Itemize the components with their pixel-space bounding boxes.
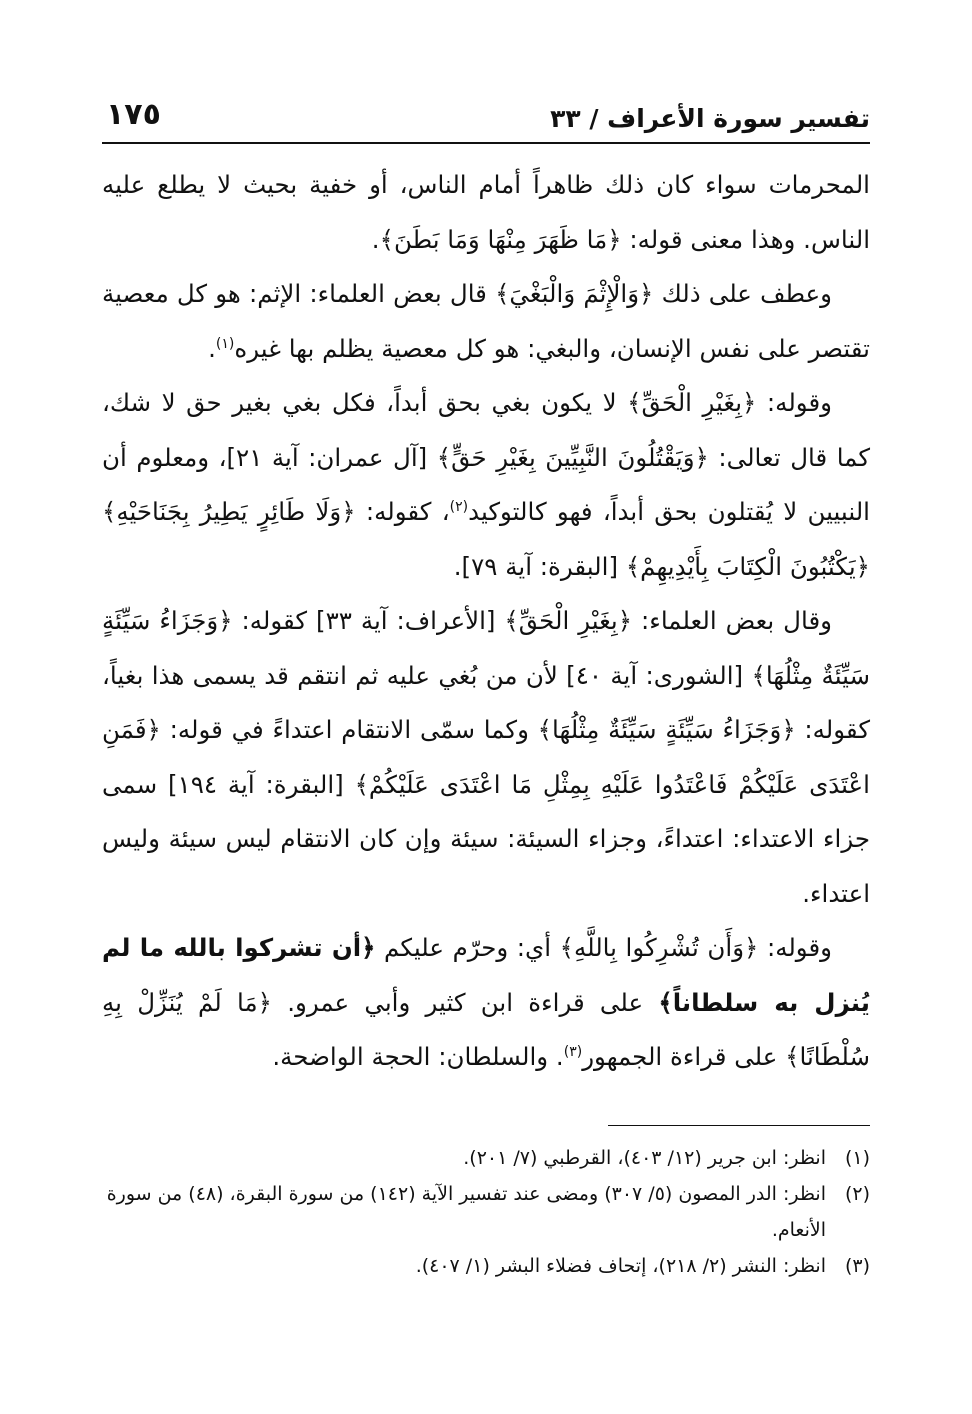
quran-quote: ﴿مَا لَمْ يُنَزِّلْ بِهِ سُلْطَانًا﴾	[102, 987, 870, 1071]
text-run: [البقرة: آية ١٩٤] سمى جزاء الاعتداء: اعتداءً، وجزاء السيئة: سيئة وإن كان الانتقام ليس سيئة وليس اعتداء.	[102, 769, 870, 908]
quran-quote: ﴿مَا ظَهَرَ مِنْهَا وَمَا بَطَنَ﴾	[379, 224, 622, 254]
text-run: [الشورى: آية ٤٠] لأن من بُغي عليه ثم انتقم قد يسمى هذا بغياً، كقوله:	[102, 660, 870, 744]
quran-quote: ﴿فَمَنِ اعْتَدَى عَلَيْكُمْ فَاعْتَدُوا عَلَيْهِ بِمِثْلِ مَا اعْتَدَى عَلَيْكُمْ﴾	[102, 715, 870, 799]
quran-quote: ﴿وَجَزَاءُ سَيِّئَةٍ سَيِّئَةٌ مِثْلُهَا﴾	[102, 606, 871, 690]
paragraph-5	[102, 921, 870, 1085]
text-run: أي: وحرّم عليكم	[375, 933, 560, 962]
paragraph-2	[102, 267, 870, 376]
text-run: وعطف على ذلك	[653, 279, 832, 308]
text-run: على قراءة الجمهور	[582, 1042, 786, 1071]
footnotes	[102, 1140, 870, 1284]
text-run: . والسلطان: الحجة الواضحة.	[272, 1042, 564, 1071]
text-run: قال بعض العلماء: الإثم: هو كل معصية تقتصر على نفس الإنسان، والبغي: هو كل معصية يظلم بها غيره	[102, 279, 870, 363]
paragraph-1	[102, 158, 870, 267]
footnote-1	[102, 1140, 870, 1176]
paragraph-4	[102, 594, 870, 921]
footnote-number: (٣)	[844, 1254, 870, 1277]
footnote-text: انظر: ابن جرير (١٢/ ٤٠٣)، القرطبي (٧/ ٢٠١).	[463, 1146, 826, 1169]
quran-quote: ﴿وَلَا طَائِرٍ يَطِيرُ بِجَنَاحَيْهِ﴾	[102, 497, 356, 526]
footnote-number: (٢)	[844, 1182, 870, 1205]
running-title: تفسير سورة الأعراف / ٣٣	[550, 104, 870, 133]
quran-quote: ﴿بِغَيْرِ الْحَقِّ﴾	[504, 606, 633, 635]
main-text	[102, 158, 870, 1085]
quran-quote: ﴿وَجَزَاءُ سَيِّئَةٍ سَيِّئَةٌ مِثْلُهَا﴾	[537, 715, 796, 744]
text-run: [الأعراف: آية ٣٣] كقوله:	[232, 606, 505, 635]
paragraph-3	[102, 376, 870, 594]
footnote-2	[102, 1176, 870, 1248]
text-run: [البقرة: آية ٧٩].	[453, 551, 626, 581]
quran-quote: ﴿يَكْتُبُونَ الْكِتَابَ بِأَيْدِيهِمْ﴾	[625, 551, 870, 581]
quran-quote: ﴿بِغَيْرِ الْحَقِّ﴾	[627, 388, 757, 417]
text-run: وكما سمّى الانتقام اعتداءً في قوله:	[160, 715, 538, 744]
footnote-3	[102, 1248, 870, 1284]
footnote-ref-2[interactable]: (٢)	[449, 498, 469, 515]
reading-variant: ﴿أن تشركوا بالله ما لم يُنزل به سلطاناً﴾	[102, 933, 871, 1017]
text-run: على قراءة ابن كثير وأبي عمرو.	[271, 987, 659, 1017]
quran-quote: ﴿وَالْإِثْمَ وَالْبَغْيَ﴾	[495, 279, 654, 308]
text-run: المحرمات سواء كان ذلك ظاهراً أمام الناس، أو خفية بحيث لا يطلع عليه الناس. وهذا معنى قوله:	[102, 170, 870, 254]
text-run: [آل عمران: آية ٢١]، ومعلوم أن النبيين لا يُقتلون بحق أبداً، فهو كالتوكيد	[102, 442, 870, 526]
text-run: ، كقوله:	[355, 497, 450, 526]
text-run: .	[208, 333, 216, 363]
footnote-number: (١)	[844, 1146, 870, 1169]
footnote-text: انظر: النشر (٢/ ٢١٨)، إتحاف فضلاء البشر (١/ ٤٠٧).	[415, 1254, 826, 1277]
page-number: ١٧٥	[106, 97, 161, 132]
footnote-ref-1[interactable]: (١)	[215, 335, 235, 352]
text-run: وقال بعض العلماء:	[632, 606, 832, 635]
quran-quote: ﴿وَيَقْتُلُونَ النَّبِيِّينَ بِغَيْرِ حَقٍّ﴾	[436, 442, 709, 472]
page-header	[102, 90, 870, 144]
book-page	[102, 90, 870, 1370]
text-run: لا يكون بغي بحق أبداً، فكل بغي بغير حق لا شك، كما قال تعالى:	[102, 388, 870, 472]
footnote-divider	[608, 1125, 870, 1126]
text-run: وقوله:	[758, 933, 833, 962]
footnote-text: انظر: الدر المصون (٥/ ٣٠٧) ومضى عند تفسير الآية (١٤٢) من سورة البقرة، (٤٨) من سورة الأنعام.	[106, 1182, 826, 1241]
text-run: .	[371, 224, 380, 254]
quran-quote: ﴿وَأَن تُشْرِكُوا بِاللَّهِ﴾	[559, 933, 759, 962]
text-run: وقوله:	[756, 388, 832, 417]
footnote-ref-3[interactable]: (٣)	[563, 1043, 583, 1060]
